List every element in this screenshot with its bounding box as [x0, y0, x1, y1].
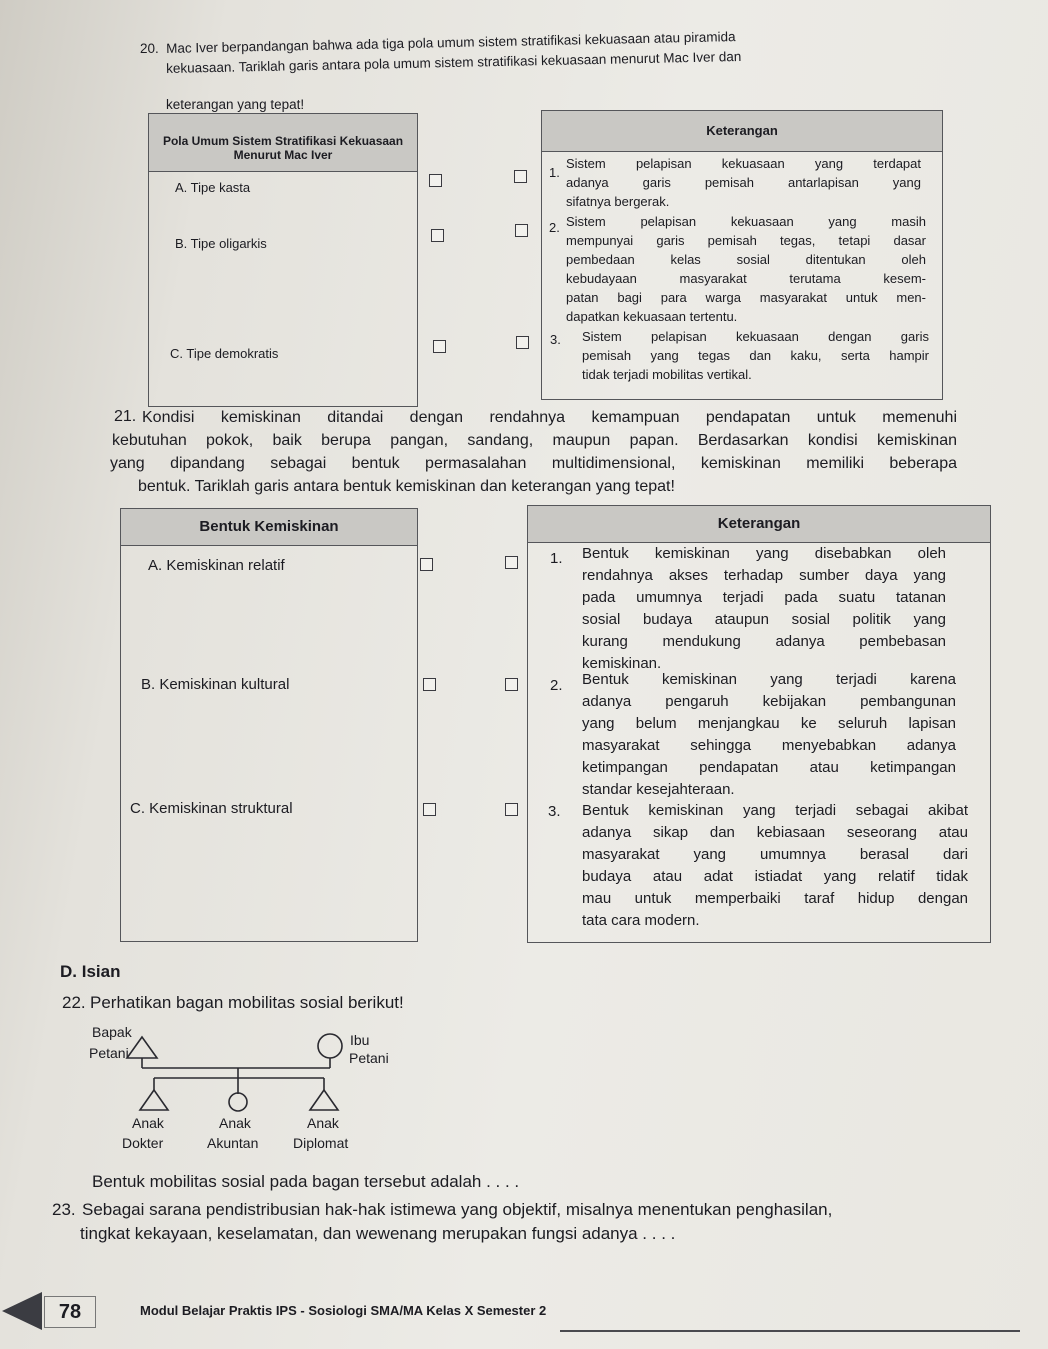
- q21-right-checkbox-2[interactable]: [505, 678, 518, 691]
- footer-rule: [560, 1330, 1020, 1332]
- q20-right-checkbox-1[interactable]: [514, 170, 527, 183]
- q20-item-a: A. Tipe kasta: [175, 180, 251, 195]
- q20-number: 20.: [140, 41, 159, 56]
- q20-desc-1: Sistem pelapisan kekuasaan yang terdapat adanya garis pemisah antarlapisan yang sifatnya bergerak.: [566, 156, 921, 209]
- father-role-label: Bapak: [92, 1024, 132, 1040]
- q21-desc-3: Bentuk kemiskinan yang terjadi sebagai akibat adanya sikap dan kebiasaan seseorang atau masyarakat yang umumnya berasal dari budaya atau adat istiadat yang relatif tidak mau untuk memperbaiki taraf hidup dengan tata cara modern.: [582, 802, 968, 929]
- mother-job-label: Petani: [349, 1050, 389, 1066]
- q20-left-checkbox-a[interactable]: [429, 174, 442, 187]
- q21-item-a: A. Kemiskinan relatif: [148, 557, 285, 574]
- q21-desc-1: Bentuk kemiskinan yang disebabkan oleh rendahnya akses terhadap sumber daya yang pada umumnya terjadi pada suatu tatanan sosial budaya ataupun sosial politik yang kurang mendukung adanya pembebasan kemiskinan.: [582, 545, 946, 672]
- q20-item-c: C. Tipe demokratis: [170, 346, 279, 361]
- q20-text-line1: Mac Iver berpandangan bahwa ada tiga pola umum sistem stratifikasi kekuasaan atau piramida: [166, 29, 736, 56]
- q20-right-header: Keterangan: [542, 111, 942, 152]
- q20-left-table: [148, 113, 418, 407]
- q20-desc-3: Sistem pelapisan kekuasaan dengan garis pemisah yang tegas dan kaku, serta hampir tidak terjadi mobilitas vertikal.: [582, 329, 929, 382]
- footer-page-number: 78: [44, 1296, 96, 1328]
- mother-circle: [318, 1034, 342, 1058]
- child3-triangle: [310, 1090, 338, 1110]
- q21-right-header: Keterangan: [528, 506, 990, 543]
- q21-text: Kondisi kemiskinan ditandai dengan rendahnya kemampuan pendapatan untuk memenuhi kebutuhan pokok, baik berupa pangan, sandang, maupun papan. Berdasarkan kondisi kemiskinan yang dipandang sebagai bentuk permasalahan multidimensional, kemiskinan memiliki beberapa bentuk. Tariklah garis antara bentuk kemiskinan dan keterangan yang tepat!: [110, 409, 957, 495]
- q23-line2: tingkat kekayaan, keselamatan, dan wewenang merupakan fungsi adanya . . . .: [80, 1224, 676, 1243]
- q21-left-checkbox-b[interactable]: [423, 678, 436, 691]
- q22-number: 22.: [62, 993, 86, 1012]
- q21-desc-2: Bentuk kemiskinan yang terjadi karena adanya pengaruh kebijakan pembangunan yang belum menjangkau ke seluruh lapisan masyarakat sehingga menyebabkan adanya ketimpangan pendapatan atau ketimpangan standar kesejahteraan.: [582, 671, 956, 798]
- q21-left-checkbox-c[interactable]: [423, 803, 436, 816]
- q22-question: Bentuk mobilitas sosial pada bagan tersebut adalah . . . .: [92, 1172, 520, 1191]
- q20-left-header: Pola Umum Sistem Stratifikasi Kekuasaan Menurut Mac Iver: [149, 114, 417, 172]
- q21-item-c: C. Kemiskinan struktural: [130, 800, 293, 817]
- q22-text: Perhatikan bagan mobilitas sosial berikut!: [90, 993, 404, 1012]
- q21-right-checkbox-1[interactable]: [505, 556, 518, 569]
- q20-right-checkbox-2[interactable]: [515, 224, 528, 237]
- q21-left-header: Bentuk Kemiskinan: [121, 509, 417, 546]
- q21-desc-3-num: 3.: [548, 803, 561, 820]
- q20-right-checkbox-3[interactable]: [516, 336, 529, 349]
- child2-job-label: Akuntan: [207, 1135, 259, 1151]
- father-triangle: [127, 1037, 157, 1058]
- q20-text-line2: kekuasaan. Tariklah garis antara pola umum sistem stratifikasi kekuasaan menurut Mac Iver dan: [166, 48, 742, 76]
- q23-line1: Sebagai sarana pendistribusian hak-hak istimewa yang objektif, misalnya menentukan penghasilan,: [82, 1200, 833, 1219]
- q21-left-checkbox-a[interactable]: [420, 558, 433, 571]
- family-tree-diagram: [120, 1030, 350, 1120]
- mother-role-label: Ibu: [350, 1032, 370, 1048]
- section-d-heading: D. Isian: [60, 962, 121, 981]
- q21-desc-2-num: 2.: [550, 677, 563, 694]
- q21-number: 21.: [114, 408, 137, 425]
- q21-item-b: B. Kemiskinan kultural: [141, 676, 290, 693]
- q20-left-checkbox-b[interactable]: [431, 229, 444, 242]
- q21-desc-1-num: 1.: [550, 550, 563, 567]
- child1-role-label: Anak: [132, 1115, 164, 1131]
- q20-text-line3: keterangan yang tepat!: [166, 97, 305, 112]
- child3-role-label: Anak: [307, 1115, 339, 1131]
- child1-job-label: Dokter: [122, 1135, 164, 1151]
- child1-triangle: [140, 1090, 168, 1110]
- q20-desc-2-num: 2.: [549, 220, 560, 235]
- q21-right-checkbox-3[interactable]: [505, 803, 518, 816]
- q20-desc-1-num: 1.: [549, 165, 560, 180]
- q20-item-b: B. Tipe oligarkis: [175, 236, 267, 251]
- footer-page-arrow-icon: [2, 1292, 42, 1330]
- q20-desc-2: Sistem pelapisan kekuasaan yang masih mempunyai garis pemisah tegas, tetapi dasar pembedaan kelas sosial ditentukan oleh kebudayaan masyarakat terutama kesem- patan bagi para warga masyarakat untuk men- dapatkan kekuasaan tertentu.: [566, 214, 926, 324]
- child2-circle: [229, 1093, 247, 1111]
- q20-left-checkbox-c[interactable]: [433, 340, 446, 353]
- q20-desc-3-num: 3.: [550, 332, 561, 347]
- father-job-label: Petani: [89, 1045, 129, 1061]
- q23-number: 23.: [52, 1200, 76, 1219]
- child3-job-label: Diplomat: [293, 1135, 349, 1151]
- footer-title: Modul Belajar Praktis IPS - Sosiologi SMA/MA Kelas X Semester 2: [140, 1303, 547, 1318]
- child2-role-label: Anak: [219, 1115, 251, 1131]
